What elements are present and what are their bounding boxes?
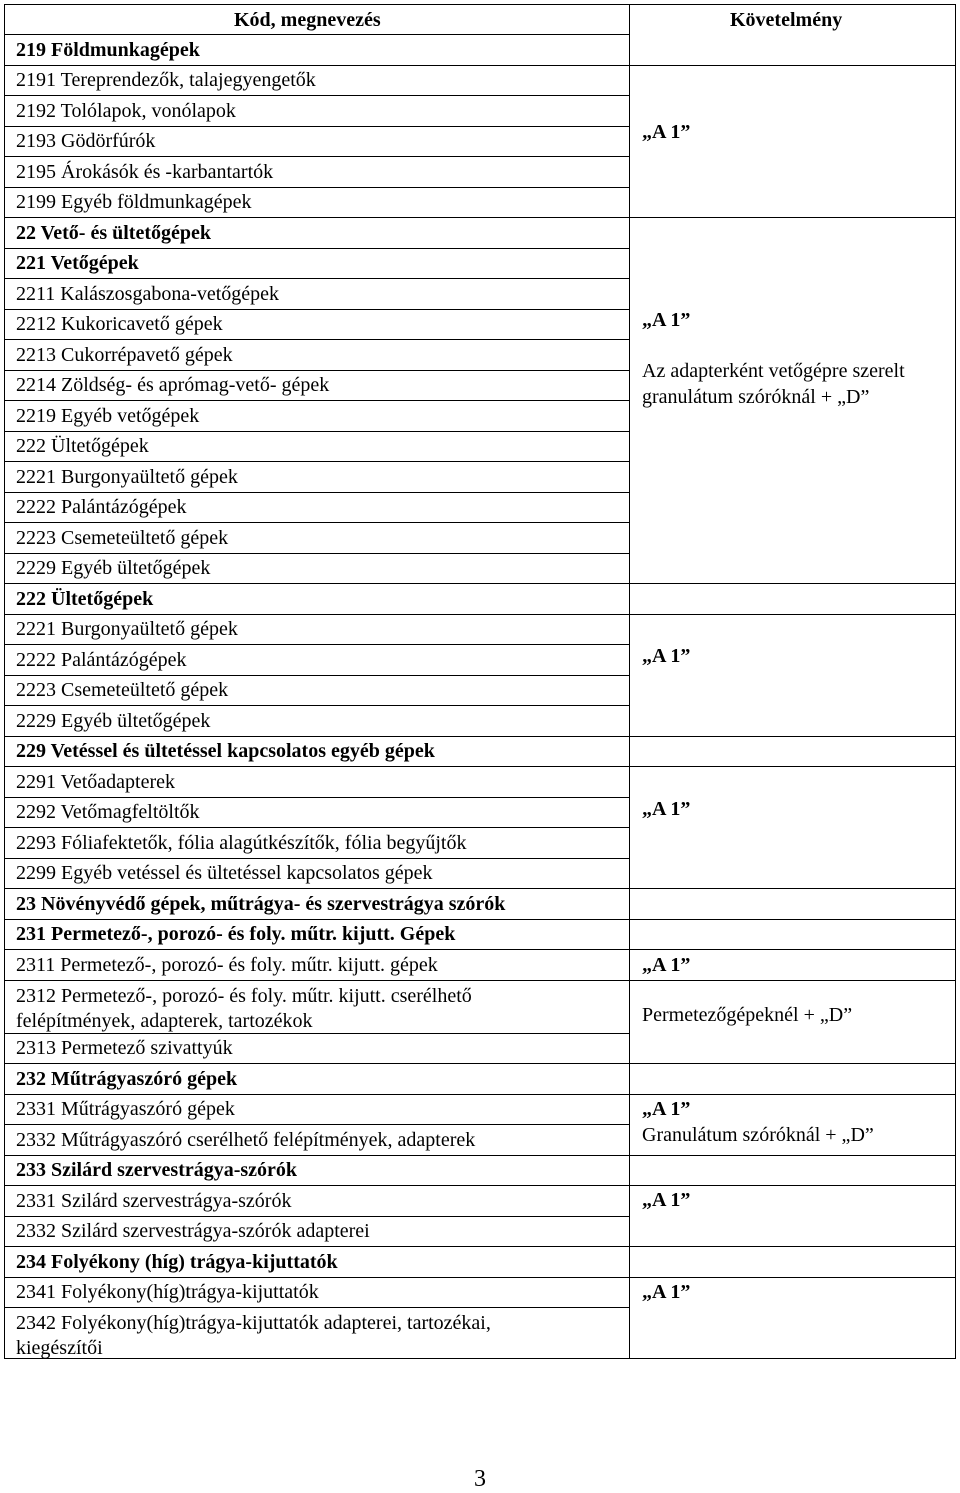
table-rule (4, 705, 630, 706)
row-label: 2212 Kukoricavető gépek (16, 313, 223, 335)
table-rule (4, 217, 956, 218)
table-rule (4, 980, 956, 981)
table-rule (4, 522, 630, 523)
table-rule (4, 858, 630, 859)
row-label: 234 Folyékony (híg) trágya-kijuttatók (16, 1251, 338, 1273)
table-rule (4, 187, 630, 188)
requirement-text: „A 1” (642, 798, 691, 820)
row-label: 2195 Árokásók és -karbantartók (16, 161, 274, 183)
table-rule (4, 492, 630, 493)
table-rule (4, 614, 956, 615)
row-label: kiegészítői (16, 1337, 103, 1359)
row-label: 2229 Egyéb ültetőgépek (16, 557, 211, 579)
row-label: 2331 Szilárd szervestrágya-szórók (16, 1190, 292, 1212)
table-rule (4, 65, 956, 66)
table-rule (4, 919, 956, 920)
row-label: 2221 Burgonyaültető gépek (16, 466, 238, 488)
row-label: 2311 Permetező-, porozó- és foly. műtr. kijutt. gépek (16, 954, 438, 976)
row-label: 2332 Műtrágyaszóró cserélhető felépítmények, adapterek (16, 1129, 476, 1151)
table-rule (4, 644, 630, 645)
table-rule (4, 156, 630, 157)
requirement-text: „A 1” (642, 645, 691, 667)
table-rule (4, 309, 630, 310)
row-label: 221 Vetőgépek (16, 252, 139, 274)
table-rule (4, 797, 630, 798)
row-label: 23 Növényvédő gépek, műtrágya- és szervestrágya szórók (16, 893, 506, 915)
row-label: 2214 Zöldség- és aprómag-vető- gépek (16, 374, 330, 396)
row-label: 2342 Folyékony(híg)trágya-kijuttatók adapterei, tartozékai, (16, 1312, 491, 1334)
requirement-text: Granulátum szóróknál + „D” (642, 1124, 874, 1146)
row-label: 2213 Cukorrépavető gépek (16, 344, 233, 366)
row-label: 2291 Vetőadapterek (16, 771, 176, 793)
row-label: 2191 Tereprendezők, talajegyengetők (16, 69, 316, 91)
row-label: 2222 Palántázógépek (16, 649, 187, 671)
row-label: 2223 Csemeteültető gépek (16, 527, 229, 549)
row-label: 2331 Műtrágyaszóró gépek (16, 1098, 235, 1120)
table-rule (4, 736, 956, 737)
row-label: felépítmények, adapterek, tartozékok (16, 1010, 313, 1032)
requirement-text: Az adapterként vetőgépre szerelt (642, 360, 905, 382)
row-label: 2332 Szilárd szervestrágya-szórók adapterei (16, 1220, 370, 1242)
table-rule (4, 1155, 956, 1156)
row-label: 2312 Permetező-, porozó- és foly. műtr. kijutt. cserélhető (16, 985, 472, 1007)
row-label: 2192 Tolólapok, vonólapok (16, 100, 236, 122)
row-label: 219 Földmunkagépek (16, 39, 200, 61)
table-rule (4, 1124, 630, 1125)
table-rule (4, 888, 956, 889)
requirement-text: „A 1” (642, 954, 691, 976)
table-rule (4, 461, 630, 462)
table-rule (4, 1277, 956, 1278)
row-label: 232 Műtrágyaszóró gépek (16, 1068, 238, 1090)
table-rule (4, 431, 630, 432)
table-rule (4, 553, 630, 554)
row-label: 222 Ültetőgépek (16, 588, 154, 610)
table-rule (4, 1307, 630, 1308)
table-rule (4, 1094, 956, 1095)
requirement-text: „A 1” (642, 1189, 691, 1211)
table-rule (4, 95, 630, 96)
requirement-text: granulátum szóróknál + „D” (642, 386, 870, 408)
table-rule (4, 1246, 956, 1247)
table-rule (4, 583, 956, 584)
row-label: 229 Vetéssel és ültetéssel kapcsolatos egyéb gépek (16, 740, 435, 762)
table-rule (4, 278, 630, 279)
row-label: 2211 Kalászosgabona-vetőgépek (16, 283, 280, 305)
table-rule (4, 1358, 956, 1359)
requirement-text: „A 1” (642, 309, 691, 331)
requirement-text: Permetezőgépeknél + „D” (642, 1004, 853, 1026)
row-label: 2313 Permetező szivattyúk (16, 1037, 233, 1059)
table-rule (4, 675, 630, 676)
row-label: 2341 Folyékony(híg)trágya-kijuttatók (16, 1281, 319, 1303)
row-label: 2229 Egyéb ültetőgépek (16, 710, 211, 732)
row-label: 231 Permetező-, porozó- és foly. műtr. kijutt. Gépek (16, 923, 456, 945)
table-rule (4, 827, 630, 828)
table-rule (4, 1033, 630, 1034)
header-requirement: Követelmény (730, 9, 843, 31)
row-label: 2292 Vetőmagfeltöltők (16, 801, 200, 823)
row-label: 2221 Burgonyaültető gépek (16, 618, 238, 640)
table-rule (4, 400, 630, 401)
row-label: 2199 Egyéb földmunkagépek (16, 191, 252, 213)
row-label: 2299 Egyéb vetéssel és ültetéssel kapcsolatos gépek (16, 862, 433, 884)
requirement-text: „A 1” (642, 1098, 691, 1120)
table-rule (4, 766, 956, 767)
table-rule (4, 1216, 630, 1217)
table-rule (4, 126, 630, 127)
row-label: 2293 Fóliafektetők, fólia alagútkészítők, fólia begyűjtők (16, 832, 467, 854)
row-label: 2222 Palántázógépek (16, 496, 187, 518)
row-label: 233 Szilárd szervestrágya-szórók (16, 1159, 298, 1181)
requirement-text: „A 1” (642, 1281, 691, 1303)
row-label: 2219 Egyéb vetőgépek (16, 405, 200, 427)
requirement-text: „A 1” (642, 121, 691, 143)
row-label: 222 Ültetőgépek (16, 435, 149, 457)
table-rule (4, 1063, 956, 1064)
table-rule (4, 949, 956, 950)
table-rule (4, 1185, 956, 1186)
table-rule (4, 34, 630, 35)
table-rule (4, 370, 630, 371)
row-label: 2223 Csemeteültető gépek (16, 679, 229, 701)
header-code: Kód, megnevezés (234, 9, 381, 31)
table-rule (4, 339, 630, 340)
requirements-table (4, 4, 956, 1358)
row-label: 2193 Gödörfúrók (16, 130, 156, 152)
row-label: 22 Vető- és ültetőgépek (16, 222, 211, 244)
table-rule (4, 4, 956, 5)
page-number: 3 (474, 1466, 486, 1492)
table-rule (4, 248, 630, 249)
